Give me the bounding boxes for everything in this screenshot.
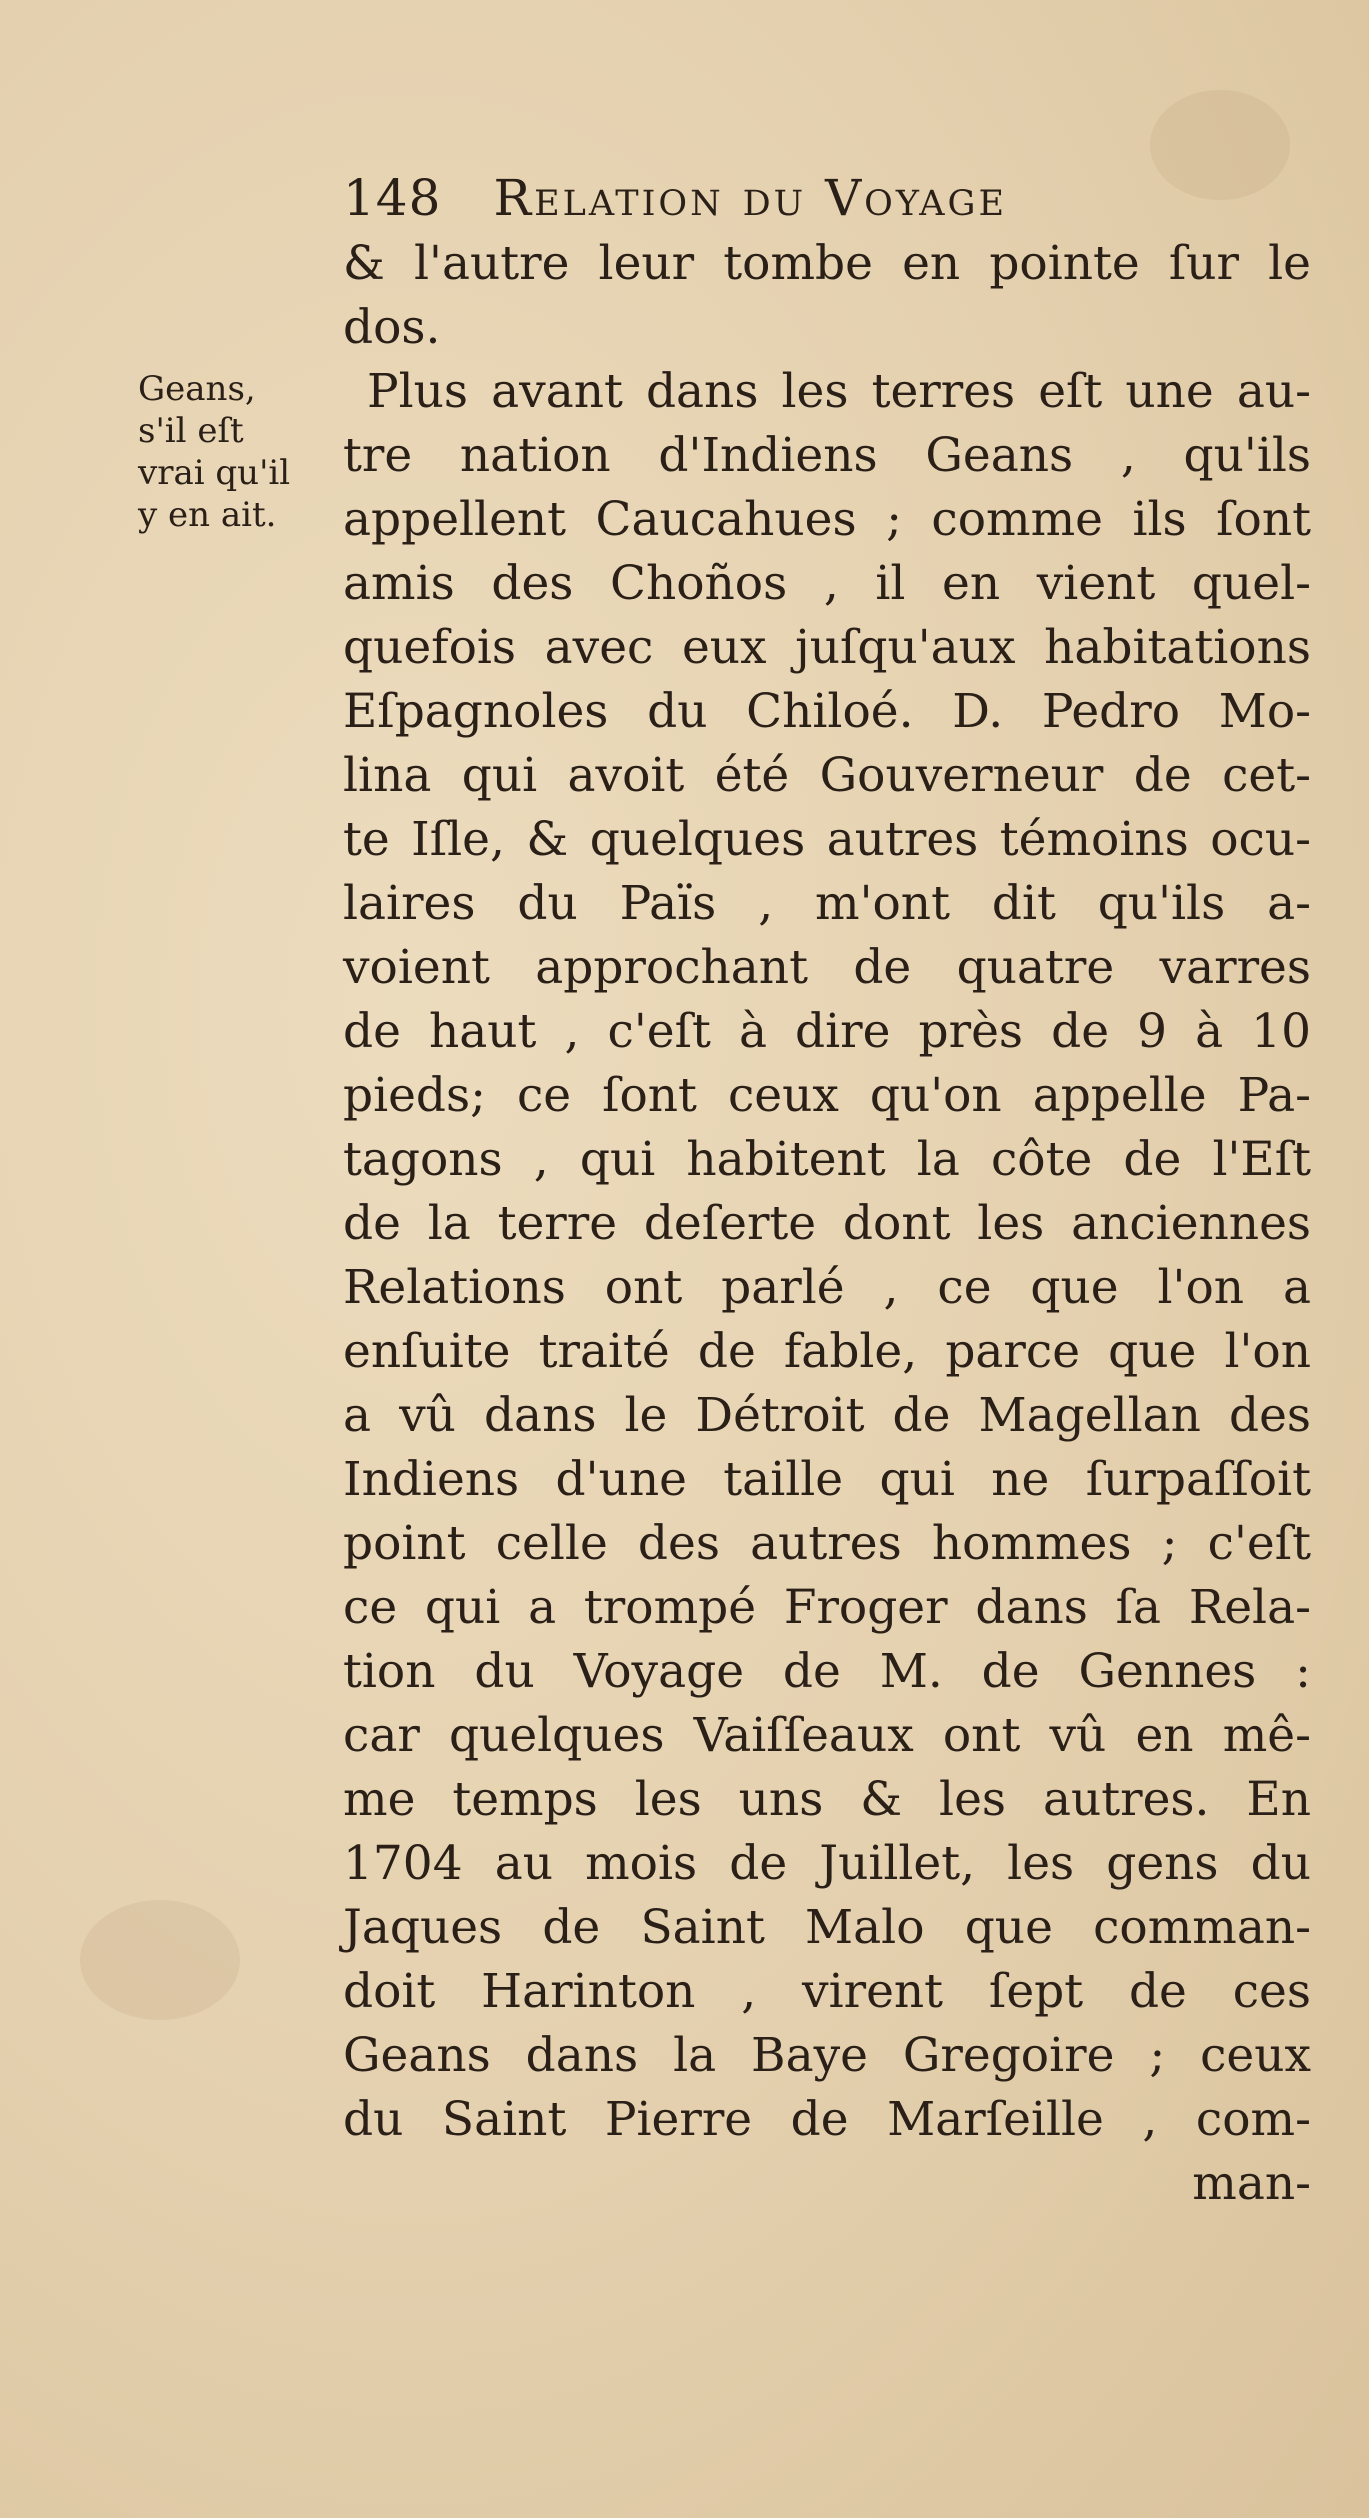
text-line: lina qui avoit été Gouverneur de cet-	[343, 748, 1311, 803]
text-line: Plus avant dans les terres eſt une au-	[367, 364, 1311, 419]
text-line: car quelques Vaiſſeaux ont vû en mê-	[343, 1708, 1311, 1763]
text-line: quefois avec eux juſqu'aux habitations	[343, 620, 1311, 675]
text-line: tagons , qui habitent la côte de l'Eſt	[343, 1132, 1311, 1187]
page-number: 148	[343, 169, 442, 227]
text-line: Eſpagnoles du Chiloé. D. Pedro Mo-	[343, 684, 1311, 739]
body-text	[343, 232, 1311, 2216]
text-line: & l'autre leur tombe en pointe ſur le	[343, 236, 1311, 291]
text-line: a vû dans le Détroit de Magellan des	[343, 1388, 1311, 1443]
text-line: amis des Choños , il en vient quel-	[343, 556, 1311, 611]
text-line: de haut , c'eſt à dire près de 9 à 10	[343, 1004, 1311, 1059]
text-line: me temps les uns & les autres. En	[343, 1772, 1311, 1827]
margin-note-line: Geans,	[138, 369, 256, 409]
text-line: Relations ont parlé , ce que l'on a	[343, 1260, 1311, 1315]
margin-note-line: vrai qu'il	[138, 453, 291, 493]
foxing-stain	[80, 1900, 240, 2020]
text-line: 1704 au mois de Juillet, les gens du	[343, 1836, 1311, 1891]
text-line: de la terre deſerte dont les anciennes	[343, 1196, 1311, 1251]
text-line: tion du Voyage de M. de Gennes :	[343, 1644, 1311, 1699]
text-line: enſuite traité de fable, parce que l'on	[343, 1324, 1311, 1379]
text-line: tre nation d'Indiens Geans , qu'ils	[343, 428, 1311, 483]
text-line: pieds; ce ſont ceux qu'on appelle Pa-	[343, 1068, 1311, 1123]
running-head	[343, 163, 1323, 233]
text-line: du Saint Pierre de Marſeille , com-	[343, 2092, 1311, 2147]
margin-note-line: y en ait.	[138, 495, 277, 535]
text-line: dos.	[343, 300, 441, 355]
running-title: Relation du Voyage	[493, 169, 1008, 227]
text-line: appellent Caucahues ; comme ils ſont	[343, 492, 1311, 547]
catchword: man-	[1192, 2156, 1311, 2211]
text-line: ce qui a trompé Froger dans ſa Rela-	[343, 1580, 1311, 1635]
text-line: doit Harinton , virent ſept de ces	[343, 1964, 1311, 2019]
text-line: Geans dans la Baye Gregoire ; ceux	[343, 2028, 1311, 2083]
text-line: point celle des autres hommes ; c'eſt	[343, 1516, 1311, 1571]
text-line: te Iſle, & quelques autres témoins ocu-	[343, 812, 1311, 867]
margin-note-line: s'il eſt	[138, 411, 244, 451]
text-line: Indiens d'une taille qui ne ſurpaſſoit	[343, 1452, 1311, 1507]
text-line: laires du Païs , m'ont dit qu'ils a-	[343, 876, 1311, 931]
text-line: Jaques de Saint Malo que comman-	[343, 1900, 1311, 1955]
text-line: voient approchant de quatre varres	[343, 940, 1311, 995]
margin-note	[138, 368, 338, 536]
